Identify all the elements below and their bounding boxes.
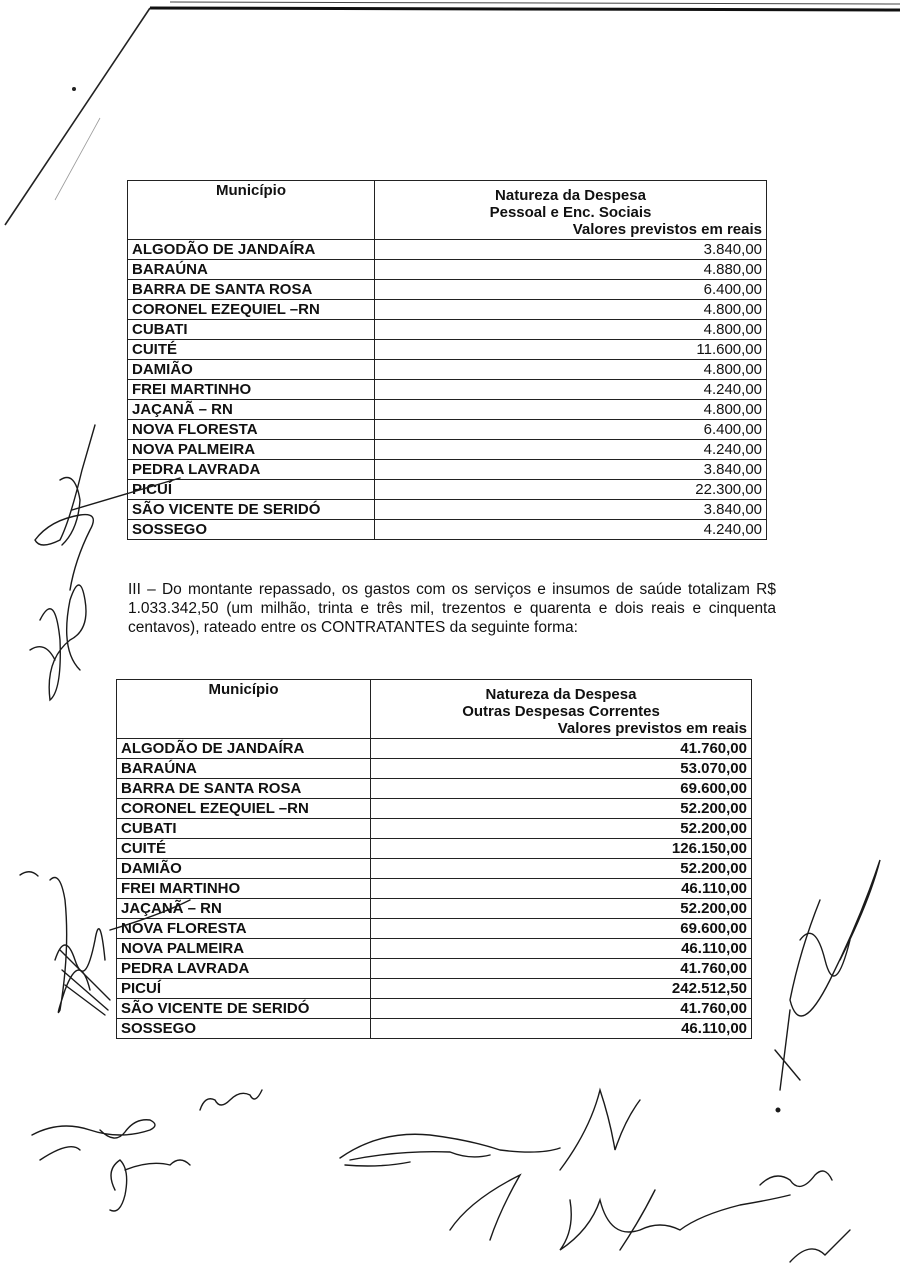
municipio-cell: CUITÉ: [117, 839, 371, 859]
table-row: [117, 779, 752, 799]
table-row: [128, 360, 767, 380]
municipio-cell: CUBATI: [117, 819, 371, 839]
municipio-cell: PICUÍ: [128, 480, 375, 500]
valor-cell: 52.200,00: [371, 899, 752, 919]
valor-cell: 22.300,00: [375, 480, 767, 500]
municipio-cell: CORONEL EZEQUIEL –RN: [117, 799, 371, 819]
municipio-cell: BARRA DE SANTA ROSA: [117, 779, 371, 799]
table-row: [117, 839, 752, 859]
table-row: [128, 260, 767, 280]
valor-cell: 126.150,00: [371, 839, 752, 859]
table-row: [128, 420, 767, 440]
col-header-natureza: [375, 181, 767, 240]
signature-bottom-left: [32, 1090, 262, 1211]
valor-cell: 69.600,00: [371, 919, 752, 939]
valor-cell: 4.800,00: [375, 300, 767, 320]
col-header-municipio: Município: [117, 680, 371, 739]
valores-label: Valores previstos em reais: [572, 221, 762, 238]
municipio-cell: ALGODÃO DE JANDAÍRA: [128, 240, 375, 260]
municipio-cell: FREI MARTINHO: [117, 879, 371, 899]
municipio-cell: FREI MARTINHO: [128, 380, 375, 400]
table-row: [117, 999, 752, 1019]
table-row: [117, 1019, 752, 1039]
valor-cell: 46.110,00: [371, 1019, 752, 1039]
valor-cell: 4.240,00: [375, 520, 767, 540]
table-row: [128, 480, 767, 500]
categoria-label: Outras Despesas Correntes: [462, 703, 660, 720]
valor-cell: 3.840,00: [375, 500, 767, 520]
table-row: [117, 979, 752, 999]
municipio-cell: BARAÚNA: [128, 260, 375, 280]
valor-cell: 4.880,00: [375, 260, 767, 280]
valor-cell: 46.110,00: [371, 939, 752, 959]
table-row: [128, 520, 767, 540]
col-header-natureza: [371, 680, 752, 739]
valor-cell: 242.512,50: [371, 979, 752, 999]
valor-cell: 52.200,00: [371, 859, 752, 879]
valor-cell: 3.840,00: [375, 460, 767, 480]
signature-right: [775, 860, 880, 1112]
municipio-cell: CUITÉ: [128, 340, 375, 360]
table-row: [128, 500, 767, 520]
municipio-cell: CUBATI: [128, 320, 375, 340]
table-row: [117, 919, 752, 939]
table-row: [117, 819, 752, 839]
valor-cell: 4.240,00: [375, 380, 767, 400]
valor-cell: 41.760,00: [371, 739, 752, 759]
municipio-cell: NOVA FLORESTA: [128, 420, 375, 440]
municipio-cell: JAÇANÃ – RN: [128, 400, 375, 420]
valor-cell: 4.240,00: [375, 440, 767, 460]
valor-cell: 4.800,00: [375, 360, 767, 380]
table-row: [117, 939, 752, 959]
table-row: [117, 899, 752, 919]
col-header-municipio: Município: [128, 181, 375, 240]
budget-table-personnel: [127, 180, 767, 540]
table-row: [117, 739, 752, 759]
valores-label: Valores previstos em reais: [557, 720, 747, 737]
municipio-cell: ALGODÃO DE JANDAÍRA: [117, 739, 371, 759]
valor-cell: 3.840,00: [375, 240, 767, 260]
table-row: [128, 280, 767, 300]
municipio-cell: DAMIÃO: [117, 859, 371, 879]
table-row: [128, 380, 767, 400]
valor-cell: 53.070,00: [371, 759, 752, 779]
municipio-cell: SÃO VICENTE DE SERIDÓ: [117, 999, 371, 1019]
table-row: [128, 320, 767, 340]
natureza-label: Natureza da Despesa: [495, 187, 646, 204]
municipio-cell: NOVA PALMEIRA: [128, 440, 375, 460]
table-row: [128, 460, 767, 480]
table-row: [117, 959, 752, 979]
table-row: [117, 759, 752, 779]
valor-cell: 4.800,00: [375, 400, 767, 420]
table-row: [117, 859, 752, 879]
categoria-label: Pessoal e Enc. Sociais: [489, 204, 652, 221]
municipio-cell: SOSSEGO: [128, 520, 375, 540]
municipio-cell: JAÇANÃ – RN: [117, 899, 371, 919]
valor-cell: 41.760,00: [371, 959, 752, 979]
valor-cell: 52.200,00: [371, 799, 752, 819]
signature-bottom-middle: [340, 1090, 850, 1262]
municipio-cell: PEDRA LAVRADA: [117, 959, 371, 979]
table-row: [128, 400, 767, 420]
valor-cell: 11.600,00: [375, 340, 767, 360]
table-row: [117, 799, 752, 819]
budget-table-other-expenses: [116, 679, 752, 1039]
table-row: [128, 240, 767, 260]
valor-cell: 46.110,00: [371, 879, 752, 899]
table-row: [128, 340, 767, 360]
valor-cell: 69.600,00: [371, 779, 752, 799]
municipio-cell: SÃO VICENTE DE SERIDÓ: [128, 500, 375, 520]
municipio-cell: NOVA PALMEIRA: [117, 939, 371, 959]
table-row: [128, 300, 767, 320]
municipio-cell: BARAÚNA: [117, 759, 371, 779]
municipio-cell: PICUÍ: [117, 979, 371, 999]
paragraph-iii: III – Do montante repassado, os gastos com os serviços e insumos de saúde totalizam R$ 1.033.342,50 (um milhão, trinta e três mil, trezentos e quarenta e dois reais e cinquenta centavos), rateado entre os CONTRATANTES da seguinte forma:: [128, 581, 776, 636]
municipio-cell: PEDRA LAVRADA: [128, 460, 375, 480]
municipio-cell: BARRA DE SANTA ROSA: [128, 280, 375, 300]
valor-cell: 6.400,00: [375, 280, 767, 300]
valor-cell: 52.200,00: [371, 819, 752, 839]
municipio-cell: NOVA FLORESTA: [117, 919, 371, 939]
table-row: [117, 879, 752, 899]
municipio-cell: SOSSEGO: [117, 1019, 371, 1039]
valor-cell: 41.760,00: [371, 999, 752, 1019]
table-row: [128, 440, 767, 460]
natureza-label: Natureza da Despesa: [485, 686, 637, 703]
municipio-cell: DAMIÃO: [128, 360, 375, 380]
valor-cell: 6.400,00: [375, 420, 767, 440]
valor-cell: 4.800,00: [375, 320, 767, 340]
municipio-cell: CORONEL EZEQUIEL –RN: [128, 300, 375, 320]
